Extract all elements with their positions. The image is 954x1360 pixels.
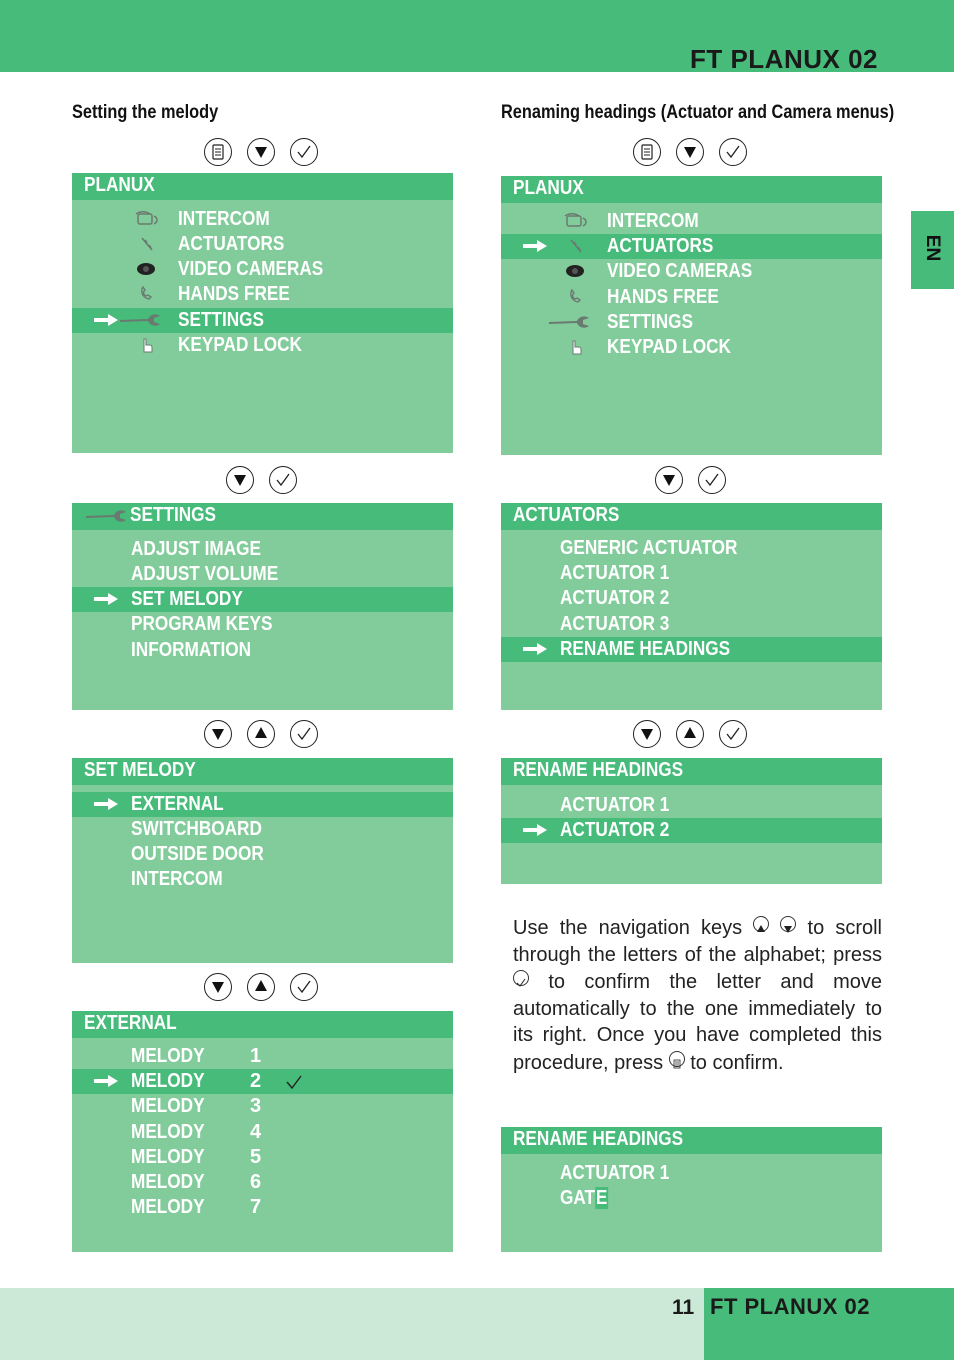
menu-item-text: ACTUATORS <box>607 235 714 257</box>
screen-title: RENAME HEADINGS <box>513 759 684 781</box>
menu-item-label <box>178 207 270 232</box>
menu-item-label <box>131 1044 205 1069</box>
handsfree-icon <box>561 288 591 311</box>
up-key-icon[interactable] <box>247 720 275 748</box>
screen-title: PLANUX <box>513 177 584 199</box>
menu-item-text: ACTUATORS <box>178 233 285 255</box>
menu-item[interactable] <box>72 257 453 282</box>
menu-item-label <box>131 1170 205 1195</box>
menu-item-text: KEYPAD LOCK <box>607 336 731 358</box>
screen-header <box>501 1127 882 1154</box>
menu-item[interactable] <box>501 793 882 818</box>
menu-item-label <box>560 637 730 662</box>
hand-icon <box>132 336 162 359</box>
selection-arrow-icon <box>93 1074 119 1093</box>
confirm-key-icon[interactable] <box>719 138 747 166</box>
menu-item-text: OUTSIDE DOOR <box>131 843 264 865</box>
menu-screen <box>501 758 882 884</box>
menu-item-text: RENAME HEADINGS <box>560 638 731 660</box>
wrench-icon <box>118 311 162 334</box>
menu-item[interactable] <box>72 867 453 892</box>
menu-item[interactable] <box>72 817 453 842</box>
down-key-icon[interactable] <box>204 720 232 748</box>
menu-item[interactable] <box>72 232 453 257</box>
menu-item-text: ADJUST VOLUME <box>131 563 279 585</box>
right-heading: Renaming headings (Actuator and Camera menus) <box>501 102 895 123</box>
menu-item-label <box>560 586 669 611</box>
confirm-key-icon[interactable] <box>269 466 297 494</box>
menu-item-label <box>131 562 278 587</box>
menu-item[interactable] <box>501 259 882 284</box>
screen-header <box>72 758 453 785</box>
menu-item[interactable] <box>501 209 882 234</box>
menu-key-icon[interactable] <box>633 138 661 166</box>
menu-item-label <box>178 333 302 358</box>
camera-icon <box>561 262 591 285</box>
menu-item[interactable] <box>72 1145 453 1170</box>
menu-item[interactable] <box>72 792 453 817</box>
menu-item-label <box>131 1094 205 1119</box>
actuator-icon <box>561 237 591 260</box>
confirm-key-icon[interactable] <box>290 720 318 748</box>
menu-item-label <box>131 612 272 637</box>
menu-item-label <box>607 234 713 259</box>
hand-icon <box>561 338 591 361</box>
check-icon <box>284 1073 304 1096</box>
screen-title: RENAME HEADINGS <box>513 1128 684 1150</box>
menu-item-text: ACTUATOR 2 <box>560 819 670 841</box>
menu-item-label <box>131 587 243 612</box>
footer-title: FT PLANUX 02 <box>710 1294 871 1319</box>
down-key-icon <box>780 916 796 932</box>
down-key-icon[interactable] <box>226 466 254 494</box>
menu-item-text: PROGRAM KEYS <box>131 613 273 635</box>
confirm-key-icon[interactable] <box>698 466 726 494</box>
menu-item-label <box>131 817 262 842</box>
selection-arrow-icon <box>93 313 119 332</box>
intercom-icon <box>132 210 162 233</box>
menu-item-label <box>131 792 224 817</box>
menu-item[interactable] <box>72 308 453 333</box>
menu-key-icon <box>669 1051 685 1067</box>
down-key-icon[interactable] <box>204 973 232 1001</box>
language-tab <box>911 211 954 289</box>
menu-item-label <box>178 282 290 307</box>
menu-item[interactable] <box>72 638 453 663</box>
menu-screen <box>501 503 882 710</box>
language-label: EN <box>922 234 943 262</box>
menu-item-label <box>560 536 737 561</box>
menu-item-label <box>131 842 264 867</box>
menu-item-text: GENERIC ACTUATOR <box>560 537 738 559</box>
menu-item-text: EXTERNAL <box>131 793 224 815</box>
menu-item-text: MELODY <box>131 1196 205 1218</box>
menu-item[interactable] <box>501 310 882 335</box>
melody-number: 7 <box>250 1196 262 1218</box>
selection-arrow-icon <box>93 797 119 816</box>
menu-item[interactable] <box>501 612 882 637</box>
left-heading: Setting the melody <box>72 102 219 123</box>
page-number: 11 <box>672 1296 695 1319</box>
menu-screen <box>501 176 882 455</box>
menu-item-label <box>131 638 251 663</box>
camera-icon <box>132 260 162 283</box>
melody-number: 4 <box>250 1121 262 1143</box>
menu-item[interactable] <box>72 612 453 637</box>
menu-item-label <box>560 1161 669 1186</box>
menu-item[interactable] <box>72 207 453 232</box>
menu-item[interactable] <box>72 537 453 562</box>
menu-item-text: MELODY <box>131 1045 205 1067</box>
menu-item[interactable] <box>501 285 882 310</box>
selection-arrow-icon <box>522 642 548 661</box>
menu-item-label <box>607 285 719 310</box>
screen-header <box>72 1011 453 1038</box>
menu-item-text: SWITCHBOARD <box>131 818 262 840</box>
menu-screen <box>501 1127 882 1252</box>
confirm-key-icon[interactable] <box>290 138 318 166</box>
down-key-icon[interactable] <box>655 466 683 494</box>
handsfree-icon <box>132 285 162 308</box>
menu-item[interactable] <box>501 234 882 259</box>
menu-item[interactable] <box>72 587 453 612</box>
menu-item[interactable] <box>501 536 882 561</box>
menu-item[interactable] <box>72 1120 453 1145</box>
wrench-icon <box>547 313 591 336</box>
menu-item-label <box>560 793 669 818</box>
menu-item-text: ACTUATOR 1 <box>560 794 670 816</box>
menu-item-text: MELODY <box>131 1146 205 1168</box>
up-key-icon <box>753 916 769 932</box>
menu-item-text: INFORMATION <box>131 639 252 661</box>
up-key-icon[interactable] <box>676 720 704 748</box>
screen-header <box>72 503 453 530</box>
melody-number: 2 <box>250 1070 262 1092</box>
instruction-part-2: to scroll through the letters of the alphabet; press <box>513 917 883 966</box>
confirm-key-icon[interactable] <box>290 973 318 1001</box>
menu-item-label <box>131 537 261 562</box>
menu-item-text: SETTINGS <box>178 309 265 331</box>
menu-item-text: ACTUATOR 1 <box>560 562 670 584</box>
menu-item-text: MELODY <box>131 1070 205 1092</box>
menu-item-text: GAT <box>560 1187 596 1209</box>
confirm-key-icon <box>513 970 529 986</box>
wrench-icon <box>84 507 128 530</box>
screen-title: PLANUX <box>84 174 155 196</box>
screen-title: ACTUATORS <box>513 504 620 526</box>
down-key-icon[interactable] <box>633 720 661 748</box>
menu-item-label <box>560 1186 608 1211</box>
menu-item-text: HANDS FREE <box>607 286 719 308</box>
menu-item-text: VIDEO CAMERAS <box>607 260 753 282</box>
menu-item[interactable] <box>501 335 882 360</box>
menu-item[interactable] <box>501 637 882 662</box>
screen-title: EXTERNAL <box>84 1012 177 1034</box>
instruction-part-3: to confirm the letter and move automatically to the one immediately to its right. Once you have completed this procedure, press <box>513 971 882 1074</box>
menu-item[interactable] <box>501 1186 882 1211</box>
text-cursor: E <box>595 1187 608 1209</box>
menu-item-text: ACTUATOR 3 <box>560 613 670 635</box>
menu-item-label <box>131 1145 205 1170</box>
selection-arrow-icon <box>522 823 548 842</box>
menu-item[interactable] <box>501 818 882 843</box>
menu-item-text: KEYPAD LOCK <box>178 334 302 356</box>
down-key-icon[interactable] <box>247 138 275 166</box>
up-key-icon[interactable] <box>247 973 275 1001</box>
menu-item-text: MELODY <box>131 1171 205 1193</box>
menu-item[interactable] <box>72 842 453 867</box>
menu-item[interactable] <box>72 1044 453 1069</box>
menu-item[interactable] <box>72 1170 453 1195</box>
instruction-text <box>513 914 882 1076</box>
menu-item-label <box>131 1195 205 1220</box>
menu-item-label <box>560 612 669 637</box>
menu-item-label <box>178 308 264 333</box>
down-key-icon[interactable] <box>676 138 704 166</box>
menu-item-label <box>607 259 752 284</box>
menu-item[interactable] <box>501 1161 882 1186</box>
actuator-icon <box>132 235 162 258</box>
instruction-part-4: to confirm. <box>690 1051 784 1074</box>
menu-screen <box>72 758 453 963</box>
selection-arrow-icon <box>93 592 119 611</box>
menu-item-text: ADJUST IMAGE <box>131 538 261 560</box>
selection-arrow-icon <box>522 239 548 258</box>
menu-key-icon[interactable] <box>204 138 232 166</box>
menu-item-label <box>131 867 223 892</box>
menu-item-text: MELODY <box>131 1095 205 1117</box>
menu-screen <box>72 1011 453 1252</box>
menu-item-text: INTERCOM <box>607 210 699 232</box>
instruction-part-1: Use the navigation keys <box>513 917 743 939</box>
menu-item-label <box>560 561 669 586</box>
melody-number: 5 <box>250 1146 262 1168</box>
menu-item-label <box>131 1120 205 1145</box>
menu-item-text: MELODY <box>131 1121 205 1143</box>
menu-item-text: SETTINGS <box>607 311 694 333</box>
menu-item-label <box>178 257 323 282</box>
menu-screen <box>72 503 453 710</box>
menu-item[interactable] <box>72 1195 453 1220</box>
melody-number: 1 <box>250 1045 262 1067</box>
menu-item-text: INTERCOM <box>178 208 270 230</box>
menu-screen <box>72 173 453 453</box>
menu-item-text: ACTUATOR 1 <box>560 1162 670 1184</box>
document-title: FT PLANUX 02 <box>689 44 878 74</box>
menu-item[interactable] <box>72 1094 453 1119</box>
menu-item-label <box>131 1069 205 1094</box>
menu-item-text: VIDEO CAMERAS <box>178 258 324 280</box>
menu-item[interactable] <box>72 333 453 358</box>
confirm-key-icon[interactable] <box>719 720 747 748</box>
menu-item-label <box>178 232 284 257</box>
screen-header <box>501 176 882 203</box>
menu-item-label <box>607 335 731 360</box>
menu-item-text: INTERCOM <box>131 868 223 890</box>
menu-item[interactable] <box>72 282 453 307</box>
menu-item[interactable] <box>72 1069 453 1094</box>
menu-item[interactable] <box>72 562 453 587</box>
menu-item[interactable] <box>501 561 882 586</box>
screen-header <box>501 503 882 530</box>
menu-item-label <box>607 310 693 335</box>
melody-number: 6 <box>250 1171 262 1193</box>
screen-header <box>501 758 882 785</box>
menu-item[interactable] <box>501 586 882 611</box>
menu-item-label <box>607 209 699 234</box>
menu-item-text: SET MELODY <box>131 588 243 610</box>
screen-title: SET MELODY <box>84 759 196 781</box>
melody-number: 3 <box>250 1095 262 1117</box>
menu-item-text: ACTUATOR 2 <box>560 587 670 609</box>
screen-title: SETTINGS <box>130 504 217 526</box>
screen-header <box>72 173 453 200</box>
menu-item-text: HANDS FREE <box>178 283 290 305</box>
intercom-icon <box>561 212 591 235</box>
menu-item-label <box>560 818 669 843</box>
